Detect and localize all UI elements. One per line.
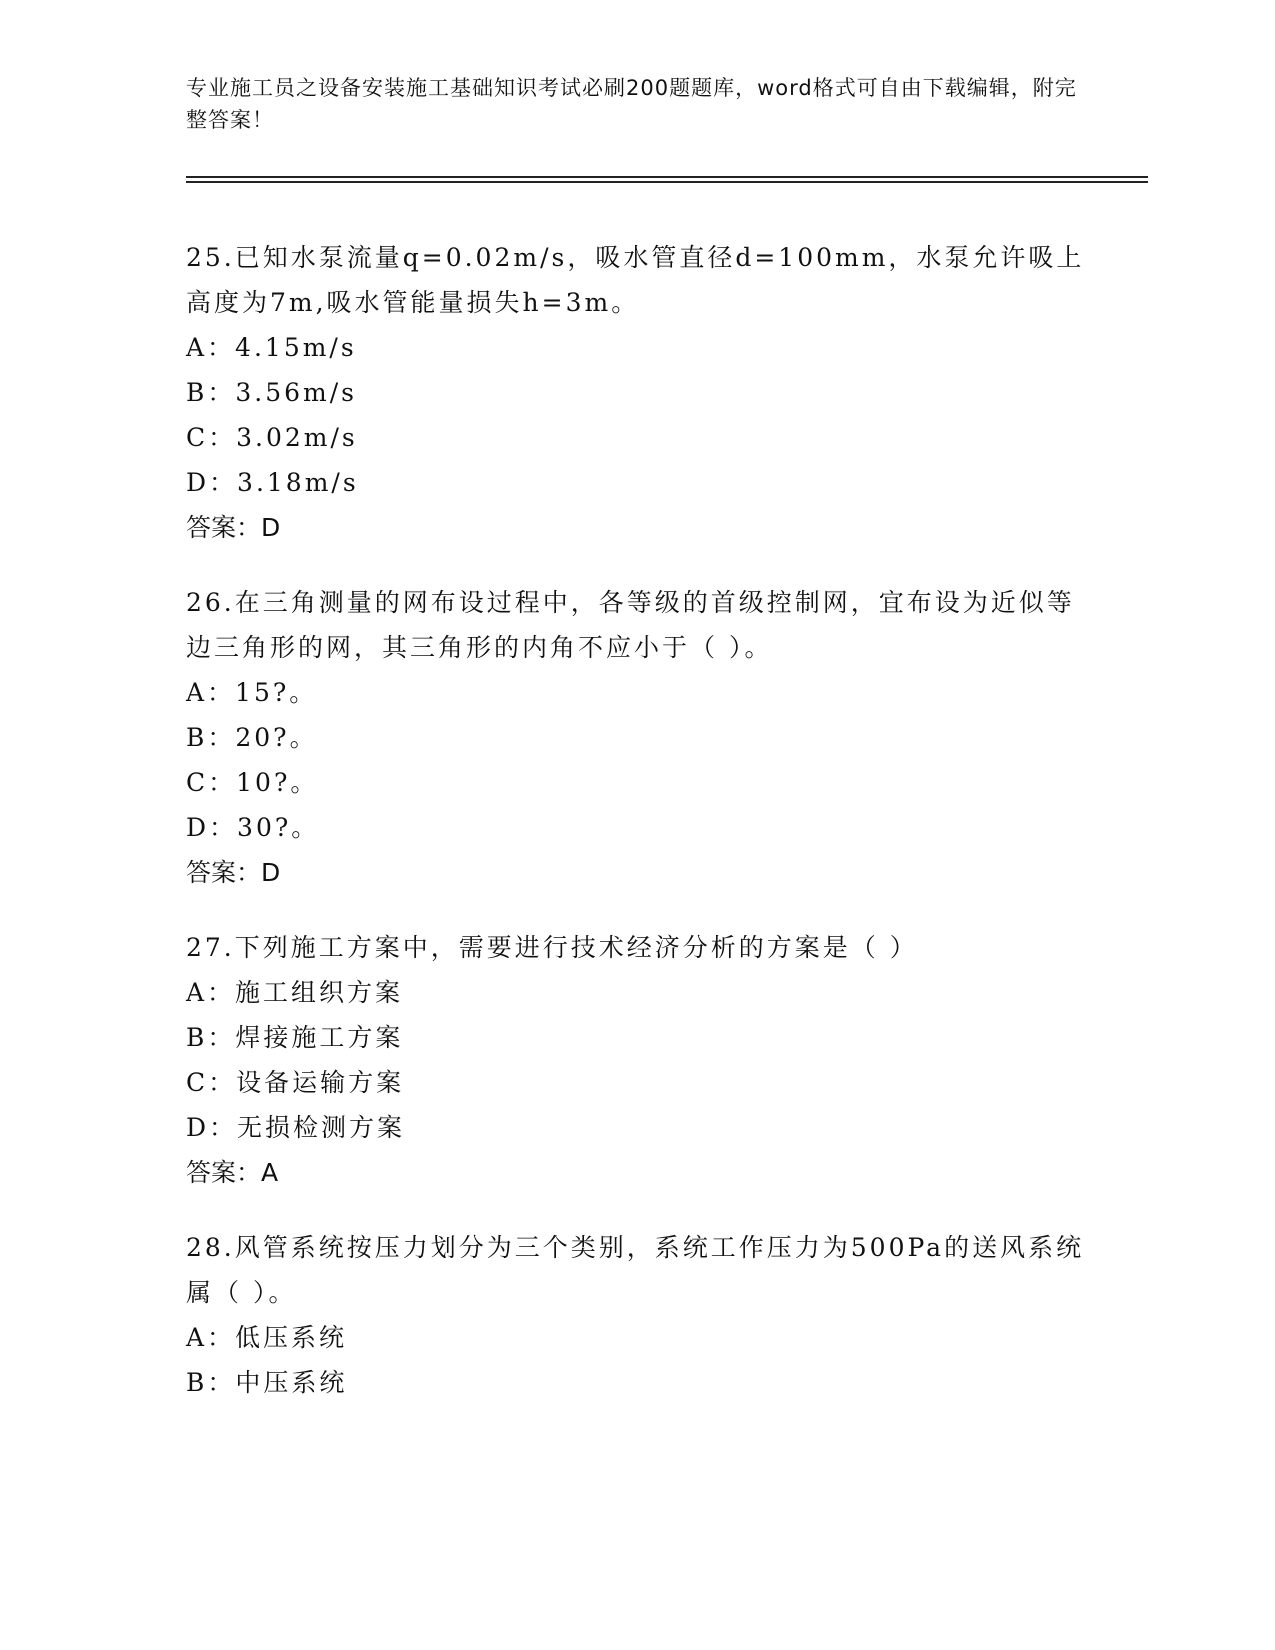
question-stem: 26.在三角测量的网布设过程中，各等级的首级控制网，宜布设为近似等边三角形的网，其三角形的内角不应小于（ ）。 <box>186 588 1075 662</box>
option-b: B：20?。 <box>186 723 318 752</box>
question-25 <box>186 235 1086 550</box>
option-b: B：中压系统 <box>186 1368 348 1397</box>
answer-label: 答案：D <box>186 513 281 542</box>
question-stem: 28.风管系统按压力划分为三个类别，系统工作压力为500Pa的送风系统属（ ）。 <box>186 1233 1085 1307</box>
option-b: B：焊接施工方案 <box>186 1023 404 1052</box>
header-divider-top <box>186 176 1148 178</box>
answer-label: 答案：A <box>186 1158 279 1187</box>
answer-label: 答案：D <box>186 858 281 887</box>
option-d: D：无损检测方案 <box>186 1113 406 1142</box>
option-b: B：3.56m/s <box>186 378 357 407</box>
page-header-title: 专业施工员之设备安装施工基础知识考试必刷200题题库，word格式可自由下载编辑，附完整答案！ <box>186 76 1077 132</box>
option-a: A：施工组织方案 <box>186 978 404 1007</box>
option-c: C：10?。 <box>186 768 319 797</box>
option-d: D：30?。 <box>186 813 320 842</box>
question-27 <box>186 925 1086 1195</box>
question-list <box>186 235 1086 1435</box>
question-stem: 27.下列施工方案中，需要进行技术经济分析的方案是（ ） <box>186 933 918 962</box>
question-26 <box>186 580 1086 895</box>
option-d: D：3.18m/s <box>186 468 359 497</box>
header-divider-bottom <box>186 181 1148 183</box>
question-28 <box>186 1225 1086 1405</box>
option-c: C：3.02m/s <box>186 423 358 452</box>
question-stem: 25.已知水泵流量q=0.02m/s，吸水管直径d=100mm，水泵允许吸上高度为7m,吸水管能量损失h=3m。 <box>186 243 1085 317</box>
option-a: A：15?。 <box>186 678 318 707</box>
option-a: A：4.15m/s <box>186 333 357 362</box>
option-a: A：低压系统 <box>186 1323 348 1352</box>
option-c: C：设备运输方案 <box>186 1068 405 1097</box>
